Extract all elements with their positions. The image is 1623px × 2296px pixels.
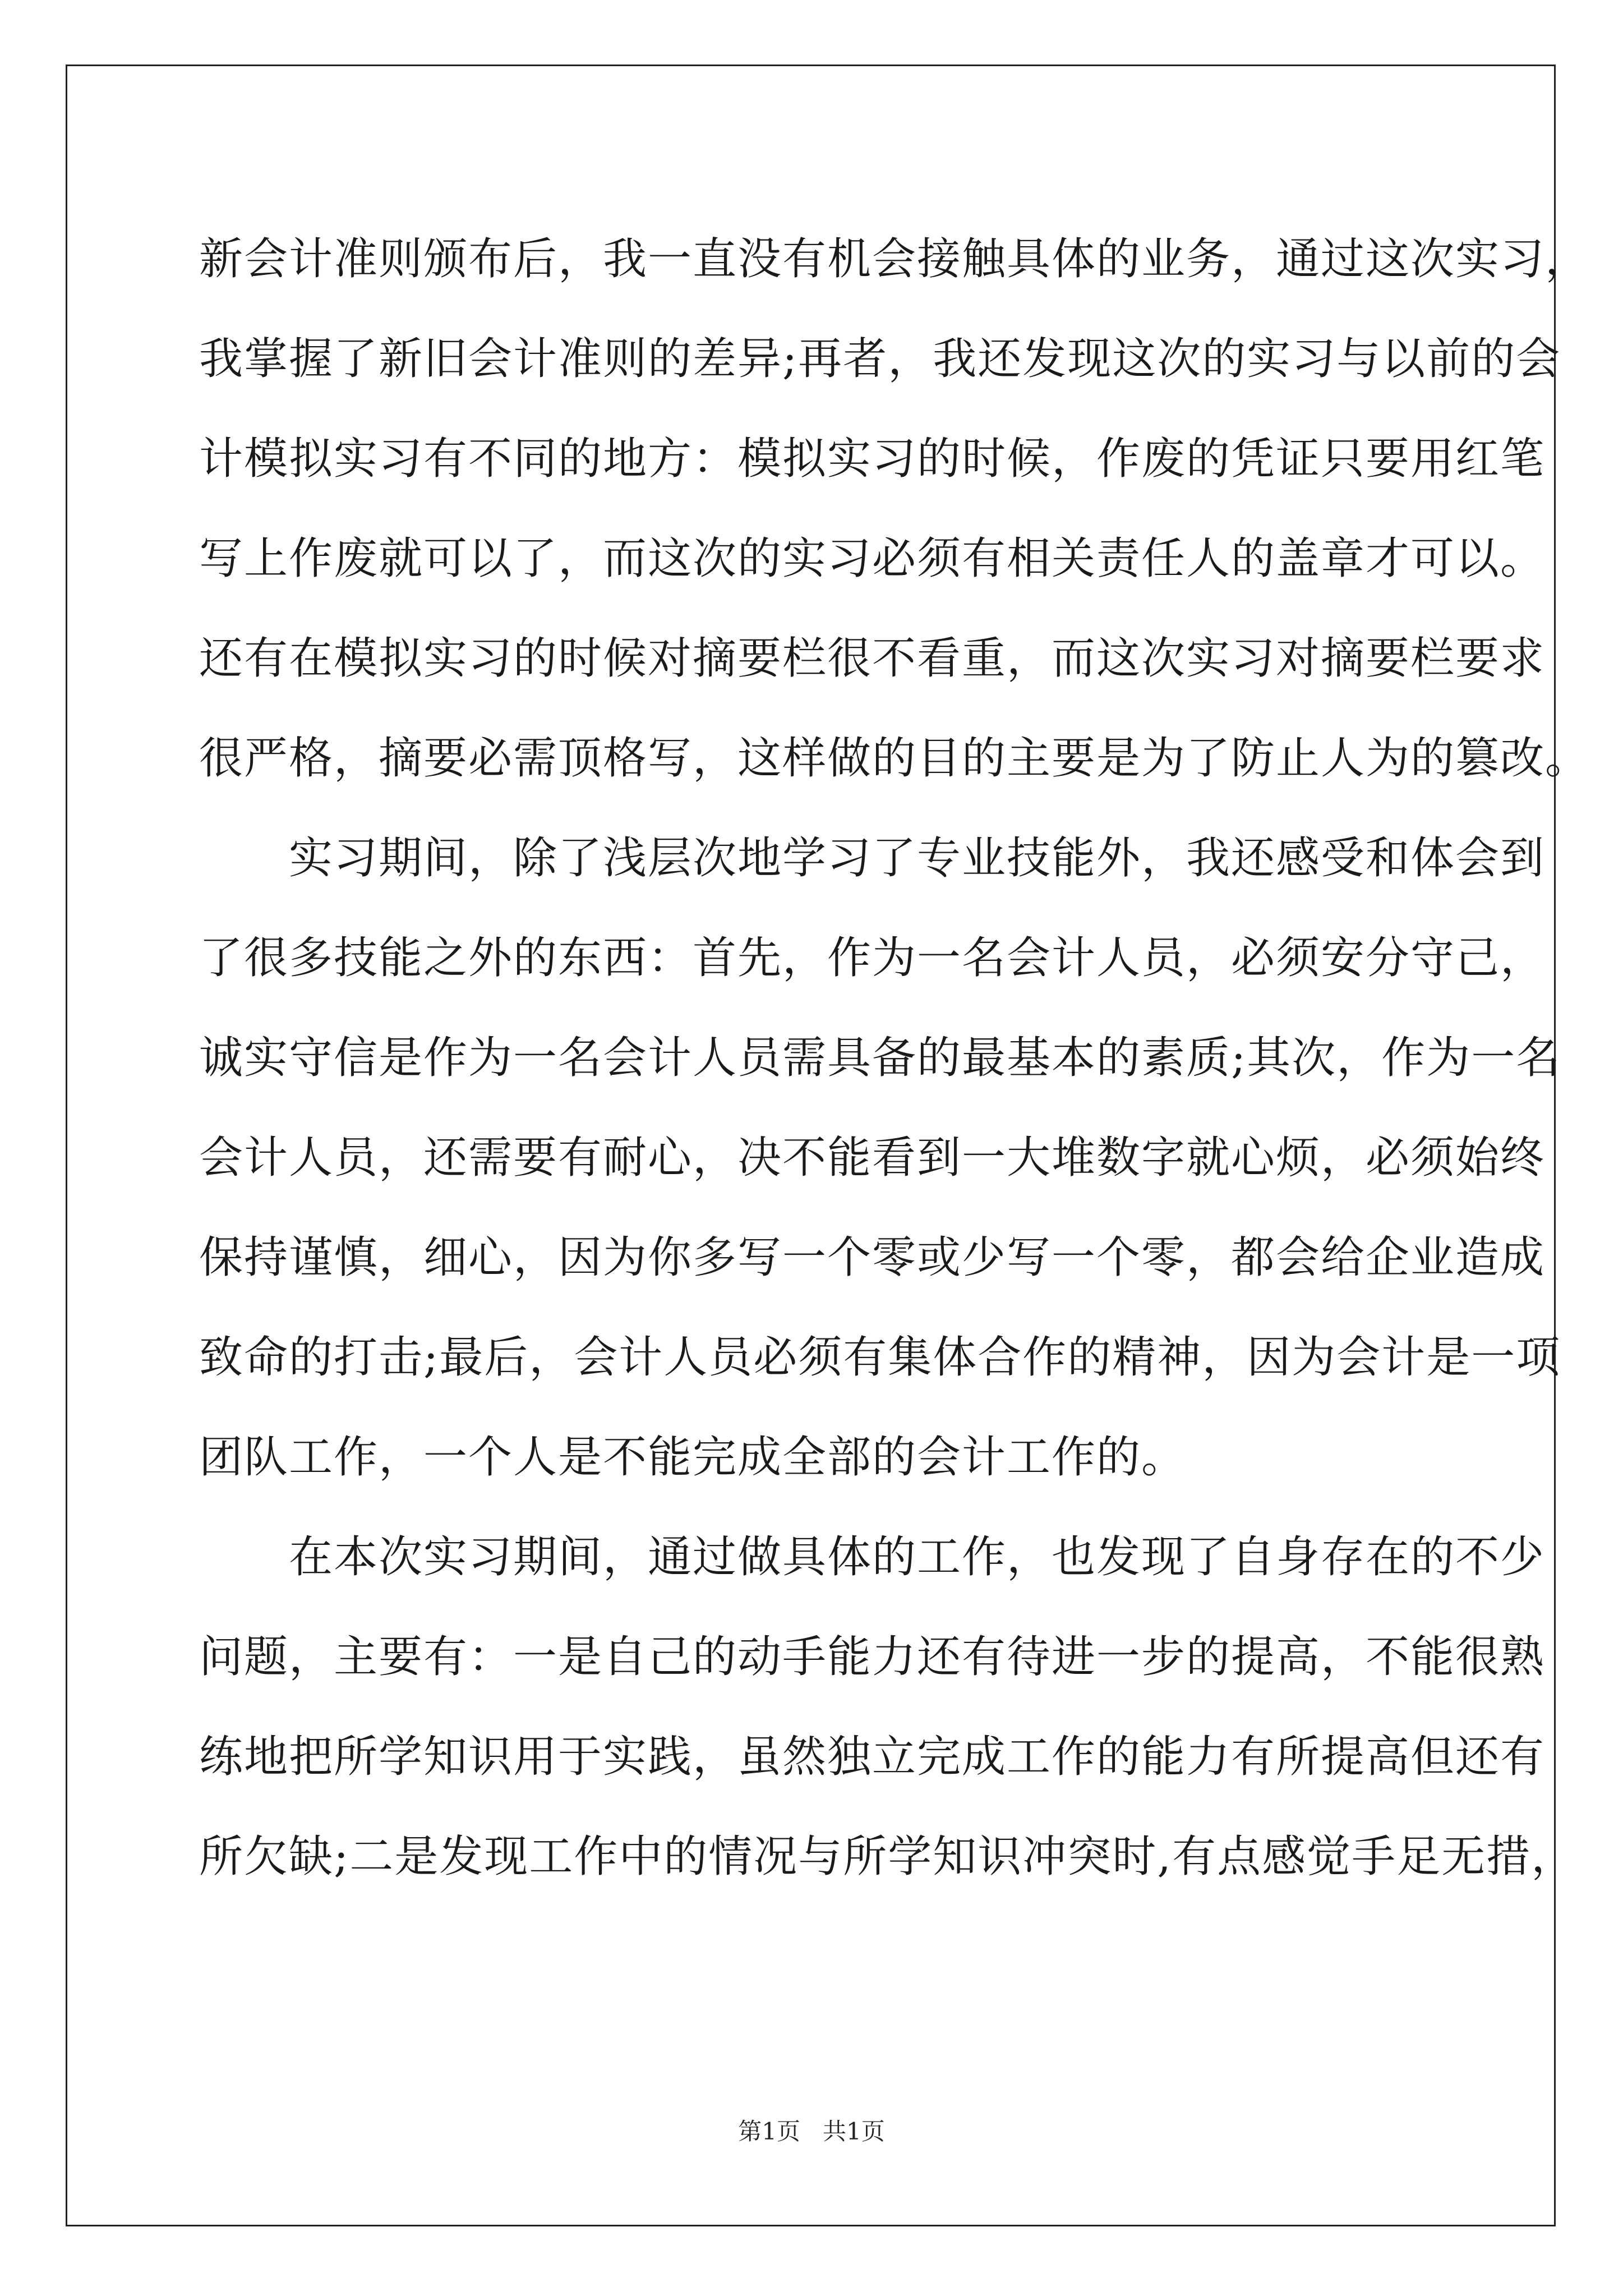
text-line: 致命的打击;最后，会计人员必须有集体合作的精神，因为会计是一项 — [199, 1332, 1561, 1383]
page-total: 共1页 — [823, 2118, 885, 2145]
text-line: 问题，主要有：一是自己的动手能力还有待进一步的提高，不能很熟 — [199, 1632, 1546, 1682]
page-footer — [0, 2115, 1623, 2148]
text-line: 诚实守信是作为一名会计人员需具备的最基本的素质;其次，作为一名 — [199, 1033, 1561, 1083]
text-line: 保持谨慎，细心，因为你多写一个零或少写一个零，都会给企业造成 — [199, 1232, 1546, 1283]
text-line: 我掌握了新旧会计准则的差异;再者，我还发现这次的实习与以前的会 — [199, 334, 1561, 384]
text-line: 在本次实习期间，通过做具体的工作，也发现了自身存在的不少 — [199, 1532, 1546, 1582]
text-line: 了很多技能之外的东西：首先，作为一名会计人员，必须安分守己， — [199, 933, 1546, 983]
text-line: 练地把所学知识用于实践，虽然独立完成工作的能力有所提高但还有 — [199, 1732, 1546, 1782]
text-line: 新会计准则颁布后，我一直没有机会接触具体的业务，通过这次实习， — [199, 234, 1590, 284]
document-body — [199, 209, 1590, 1907]
page-number: 第1页 — [738, 2118, 800, 2145]
text-line: 会计人员，还需要有耐心，决不能看到一大堆数字就心烦，必须始终 — [199, 1133, 1546, 1183]
text-line: 计模拟实习有不同的地方：模拟实习的时候，作废的凭证只要用红笔 — [199, 434, 1546, 484]
text-line: 所欠缺;二是发现工作中的情况与所学知识冲突时,有点感觉手足无措， — [199, 1832, 1576, 1882]
text-line: 很严格，摘要必需顶格写，这样做的目的主要是为了防止人为的篡改。 — [199, 733, 1590, 784]
text-line: 团队工作，一个人是不能完成全部的会计工作的。 — [199, 1432, 1187, 1483]
text-line: 写上作废就可以了，而这次的实习必须有相关责任人的盖章才可以。 — [199, 533, 1546, 584]
text-line: 还有在模拟实习的时候对摘要栏很不看重，而这次实习对摘要栏要求 — [199, 633, 1546, 684]
text-line: 实习期间，除了浅层次地学习了专业技能外，我还感受和体会到 — [199, 833, 1546, 884]
